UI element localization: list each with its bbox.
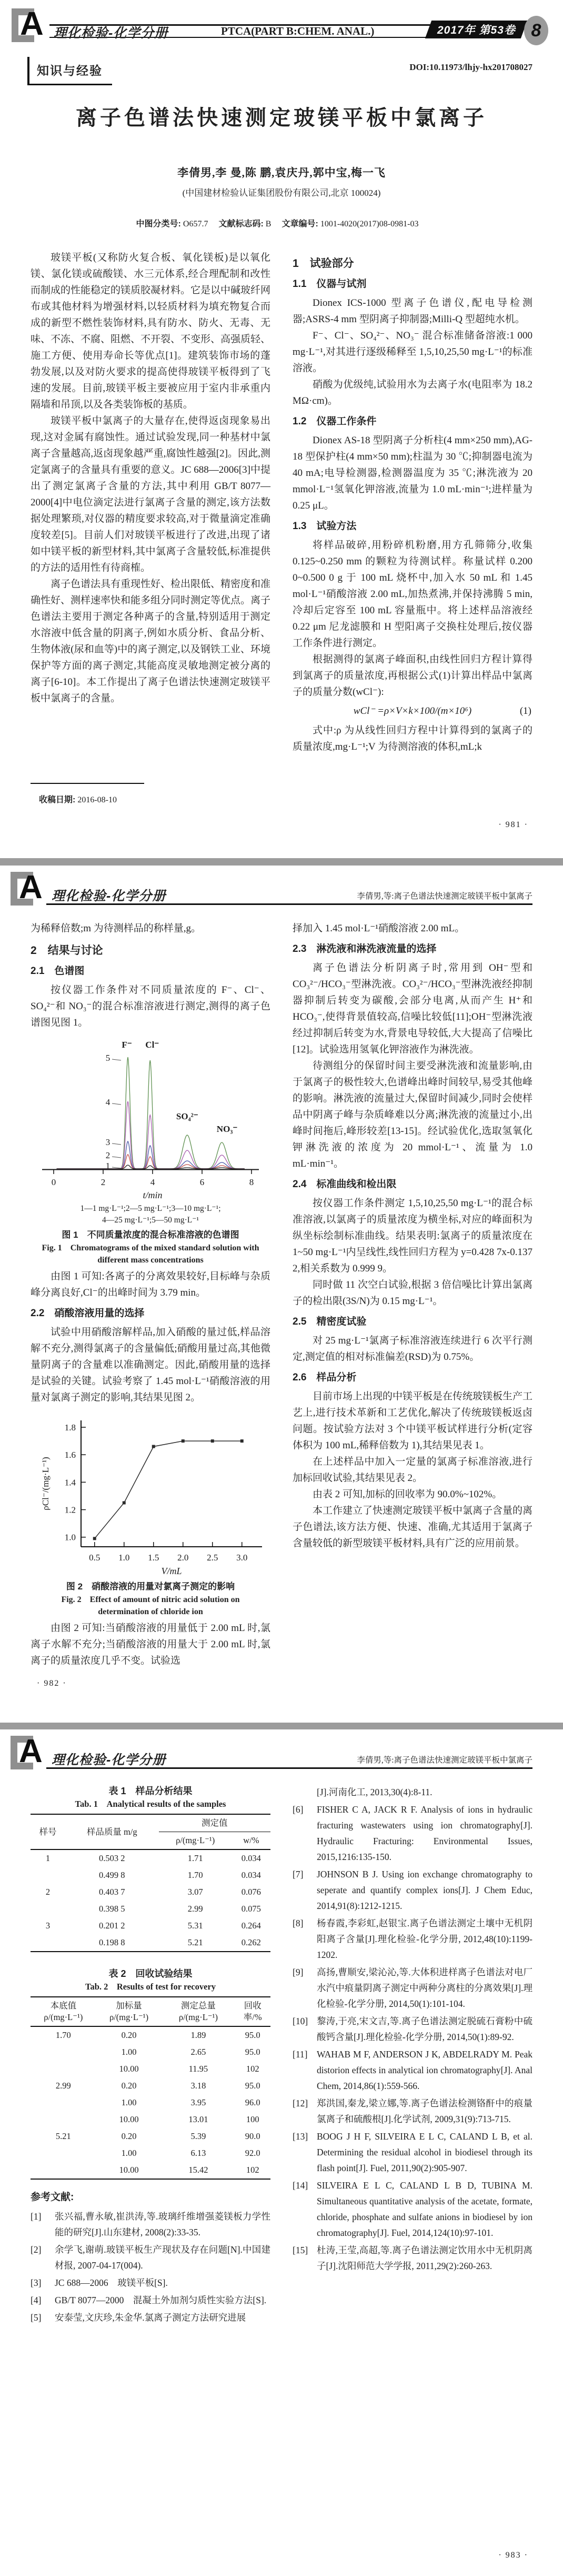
table-row — [31, 1917, 270, 1934]
footnote-rule — [31, 783, 144, 784]
table-cell: 0.20 — [121, 2030, 137, 2040]
svg-text:5: 5 — [105, 1053, 110, 1063]
body-paragraph: 在上述样品中加入一定量的氯离子标准溶液,进行加标回收试验,其结果见表 2。 — [293, 1456, 532, 1484]
page-divider — [0, 858, 563, 866]
section-heading: 2.2 硝酸溶液用量的选择 — [31, 1308, 145, 1319]
body-paragraph: 由图 1 可知:各离子的分离效果较好,目标峰与杂质峰分离良好,Cl⁻的出峰时间为 3.79 min。 — [31, 1271, 270, 1298]
section-heading: 2.1 色谱图 — [31, 966, 85, 977]
figure-2-nitric-acid-plot — [31, 1411, 270, 1575]
figure-1-caption-en-line2: different mass concentrations — [97, 1256, 204, 1265]
body-paragraph: 为稀释倍数;m 为待测样品的称样量,g。 — [31, 923, 202, 934]
page3-right-column — [293, 1784, 532, 2327]
svg-text:1.6: 1.6 — [64, 1450, 76, 1460]
table-cell: 0.075 — [241, 1904, 261, 1914]
table-row — [31, 2128, 270, 2145]
table-cell: 0.034 — [241, 1853, 261, 1863]
table-cell: 95.0 — [245, 2047, 260, 2057]
reference-item: [8] 杨春霞,李彩虹,赵银宝.离子色谱法测定土壤中无机阴阳离子含量[J].理化检验-化学分册, 2012,48(10):1199-1202. — [293, 1918, 532, 1960]
table-row — [31, 1884, 270, 1901]
table-cell: 5.21 — [187, 1937, 203, 1947]
table-row — [31, 1849, 270, 1867]
text-block — [31, 920, 270, 1031]
body-paragraph: 按仪器工作条件对不同质量浓度的 F⁻、Cl⁻、SO₄²⁻和 NO₃⁻的混合标准溶液进行测定,测得的离子色谱图见图 1。 — [31, 984, 270, 1028]
received-date — [39, 793, 117, 805]
svg-text:1.0: 1.0 — [64, 1532, 76, 1543]
svg-text:1: 1 — [105, 1161, 110, 1171]
header-rule — [46, 1767, 532, 1769]
table-cell: 5.31 — [187, 1921, 203, 1931]
table-cell — [31, 1934, 65, 1952]
column-label: 知识与经验 — [27, 57, 112, 85]
journal-name-cn: 理化检验-化学分册 — [52, 1753, 166, 1767]
figure-1-caption-en-line1: Fig. 1 Chromatograms of the mixed standard solution with — [42, 1244, 259, 1252]
table-cell: 0.403 7 — [99, 1887, 125, 1897]
journal-logo — [11, 1733, 46, 1769]
body-paragraph: 目前市场上出现的中镁平板是在传统玻镁板生产工艺上,进行技术革新和工艺优化,解决了传统玻镁板返卤问题。按试验方法对 3 个中镁平板试样进行分析(定容体积为 100 mL,稀释倍数为 1),其结果见表 1。 — [293, 1391, 533, 1451]
table-row — [31, 2145, 270, 2162]
year-volume: 2017年 第53卷 — [437, 24, 516, 36]
table-cell: 2 — [45, 1887, 51, 1897]
table-cell: 10.00 — [119, 2064, 139, 2074]
page-divider — [0, 1723, 563, 1729]
body-paragraph: 对 25 mg·L⁻¹氯离子标准溶液连续进行 6 次平行测定,测定值的相对标准偏差(RSD)为 0.75%。 — [293, 1335, 532, 1362]
table-cell: 回收率/% — [235, 1997, 270, 2026]
svg-text:2.5: 2.5 — [207, 1553, 218, 1563]
svg-text:0.5: 0.5 — [89, 1553, 100, 1563]
svg-text:1.4: 1.4 — [64, 1477, 76, 1488]
svg-text:1.0: 1.0 — [118, 1553, 130, 1563]
section-heading: 2.3 淋洗液和淋洗液流量的选择 — [293, 943, 437, 954]
text-block — [31, 1620, 270, 1669]
journal-logo — [11, 869, 46, 906]
table-cell: 15.42 — [188, 2165, 208, 2175]
body-paragraph: Dionex ICS-1000 型离子色谱仪,配电导检测器;ASRS-4 mm 型阴离子抑制器;Milli-Q 型超纯水机。 — [293, 297, 532, 325]
table-cell: 0.499 8 — [99, 1870, 125, 1880]
section-heading: 2 结果与讨论 — [31, 944, 103, 957]
table-cell: 100 — [246, 2114, 259, 2124]
table-cell: 测定值 — [159, 1814, 270, 1832]
clc-value: O657.7 — [183, 220, 208, 228]
reference-item: [12] 郑洪国,秦龙,梁立娜,等.离子色谱法检测铬酐中的痕量氯离子和硫酸根[J].化学试剂, 2009,31(9):713-715. — [293, 2098, 532, 2124]
table-cell: 0.198 8 — [99, 1937, 125, 1947]
reference-item: [2] 余学飞,谢萌.玻镁平板生产现状及存在问题[N].中国建材报, 2007-04-17(004). — [31, 2244, 270, 2271]
table-row — [31, 2044, 270, 2061]
page2-left-column — [31, 920, 270, 1669]
page-number-982: · 982 · — [37, 1679, 67, 1688]
table-cell: 3 — [45, 1921, 51, 1931]
table-row — [31, 1901, 270, 1917]
section-heading: 2.5 精密度试验 — [293, 1316, 367, 1327]
reference-item: [10] 黎涛,于亮,宋文吉,等.离子色谱法测定脱硫石膏粉中硫酸钙含量[J].理化检验-化学分册, 2014,50(1):89-92. — [293, 2016, 532, 2042]
svg-text:1.8: 1.8 — [64, 1423, 76, 1433]
header-rule — [46, 903, 532, 905]
svg-text:Cl⁻: Cl⁻ — [145, 1040, 159, 1050]
table-cell: 102 — [246, 2165, 259, 2175]
body-paragraph: 根据测得的氯离子峰面积,由线性回归方程计算得到氯离子的质量浓度,再根据公式(1)计算出样品中氯离子的质量分数(wCl⁻): — [293, 654, 532, 698]
svg-text:3: 3 — [105, 1137, 110, 1147]
table-1-title-en: Tab. 1 Analytical results of the samples — [75, 1799, 226, 1809]
page2-right-column — [293, 920, 532, 1669]
reference-item: [1] 张兴福,曹永敏,崔洪涛,等.玻璃纤维增强菱镁板力学性能的研究[J].山东建材, 2008(2):33-35. — [31, 2211, 270, 2237]
svg-text:SO₄²⁻: SO₄²⁻ — [176, 1111, 198, 1121]
table-row — [31, 2162, 270, 2179]
journal-name-cn: 理化检验-化学分册 — [52, 889, 166, 903]
svg-text:0: 0 — [51, 1177, 56, 1187]
figure-2-caption-cn: 图 2 硝酸溶液的用量对氯离子测定的影响 — [66, 1582, 235, 1592]
table-row — [31, 2111, 270, 2128]
body-paragraph: 本工作建立了快速测定玻镁平板中氯离子含量的离子色谱法,该方法方便、快速、准确,尤其适用于氯离子含量较低的新型玻镁平板材料,具有广泛的应用前景。 — [293, 1505, 533, 1549]
article-authors: 李倩男,李 曼,陈 鹏,袁庆丹,郭中宝,梅一飞 — [177, 166, 386, 179]
svg-text:NO₃⁻: NO₃⁻ — [216, 1124, 238, 1134]
page1-right-column — [293, 250, 532, 755]
table-cell: 10.00 — [119, 2165, 139, 2175]
svg-text:1.2: 1.2 — [64, 1505, 76, 1515]
page-number-983: · 983 · — [498, 2551, 528, 2560]
svg-text:2: 2 — [100, 1177, 106, 1187]
svg-text:4: 4 — [150, 1177, 155, 1187]
svg-text:F⁻: F⁻ — [122, 1040, 132, 1050]
reference-item: [3] JC 688—2006 玻镁平板[S]. — [31, 2277, 168, 2288]
table-row — [31, 2026, 270, 2044]
table-cell: 0.20 — [121, 2081, 137, 2091]
table-row — [31, 2061, 270, 2077]
logo-letter: A — [20, 6, 44, 42]
table-cell: 0.20 — [121, 2131, 137, 2141]
reference-item: [14] SILVEIRA E L C, CALAND L B D, TUBINA M. Simultaneous quantitative analysis of the acetate, formate, chloride, phosphate and sulfate anions in biodiesel by ion chromatography[J]. Fuel, 2014,124(10):97-101. — [293, 2180, 532, 2238]
table-cell: 5.39 — [190, 2131, 206, 2141]
table-cell: w/% — [232, 1832, 270, 1850]
table-1-sample-results — [31, 1814, 270, 1952]
reference-item: [13] BOOG J H F, SILVEIRA E L C, CALAND L B, et al. Determining the residual alcohol in biodiesel through its flash point[J]. Fuel, 2011,90(2):905-907. — [293, 2131, 532, 2173]
body-paragraph: 离子色谱法具有重现性好、检出限低、精密度和准确性好、测样速率快和能多组分同时测定等优点。离子色谱法主要用于测定各种离子的含量,特别适用于测定水溶液中低含量的阴离子,例如水质分析、食品分析、生物体液(尿和血等)中的离子测定,以及钢铁工业、环境保护等方面的离子测定,其能高度灵敏地测定被分离的离子[6-10]。本工作提出了离子色谱法快速测定玻镁平板中氯离子的含量。 — [31, 579, 271, 704]
table-cell: 1.89 — [190, 2030, 206, 2040]
reference-item: [11] WAHAB M F, ANDERSON J K, ABDELRADY M. Peak distorion effects in analytical ion chromatography[J]. Anal Chem, 2014,86(1):559-566. — [293, 2049, 532, 2091]
section-heading: 1 试验部分 — [293, 257, 354, 270]
table-cell: 0.503 2 — [99, 1853, 125, 1863]
figure-1-caption-cn: 图 1 不同质量浓度的混合标准溶液的色谱图 — [62, 1230, 239, 1240]
table-cell: 11.95 — [188, 2064, 208, 2074]
table-row — [31, 2094, 270, 2111]
figure-1-legend-line1: 1—1 mg·L⁻¹;2—5 mg·L⁻¹;3—10 mg·L⁻¹; — [80, 1204, 221, 1213]
section-heading: 2.6 样品分析 — [293, 1372, 357, 1383]
references-list-left — [31, 2209, 270, 2325]
page3-left-column — [31, 1784, 270, 2327]
table-cell: 加标量 ρ/(mg·L⁻¹) — [96, 1997, 162, 2026]
issue-number: 8 — [531, 20, 541, 41]
table-cell: 95.0 — [245, 2030, 260, 2040]
table-cell: 1.00 — [121, 2148, 137, 2158]
references-heading: 参考文献: — [31, 2192, 74, 2203]
figure-2-caption-en-line2: determination of chloride ion — [98, 1607, 203, 1616]
table-cell: 1.71 — [187, 1853, 203, 1863]
section-heading: 1.1 仪器与试剂 — [293, 279, 367, 290]
table-2-title-en: Tab. 2 Results of test for recovery — [85, 1982, 216, 1992]
doi: DOI:10.11973/lhjy-hx201708027 — [409, 62, 532, 72]
table-cell: 3.18 — [190, 2081, 206, 2091]
body-paragraph: 择加入 1.45 mol·L⁻¹硝酸溶液 2.00 mL。 — [293, 923, 465, 934]
table-cell: 0.076 — [241, 1887, 261, 1897]
page-number-981: · 981 · — [498, 820, 528, 829]
section-heading: 1.2 仪器工作条件 — [293, 416, 377, 427]
svg-text:3.0: 3.0 — [236, 1553, 248, 1563]
reference-item: [9] 高扬,曹顺安,梁沁沁,等.大体积进样离子色谱法对电厂水汽中痕量阴离子测定中两种分离柱的分离效果[J].理化检验-化学分册, 2014,50(1):101-104. — [293, 1967, 532, 2009]
table-cell — [31, 1867, 65, 1884]
svg-text:8: 8 — [249, 1177, 254, 1187]
body-paragraph: 同时做 11 次空白试验,根据 3 倍信噪比计算出氯离子的检出限(3S/N)为 0.15 mg·L⁻¹。 — [293, 1279, 532, 1307]
table-cell: 13.01 — [188, 2114, 208, 2124]
svg-text:V/mL: V/mL — [161, 1566, 182, 1575]
table-cell: 1 — [45, 1853, 51, 1863]
table-cell: 95.0 — [245, 2081, 260, 2091]
svg-text:6: 6 — [199, 1177, 205, 1187]
table-cell: 96.0 — [245, 2097, 260, 2107]
table-cell — [31, 1901, 65, 1917]
doccode-label: 文献标志码: — [218, 220, 264, 228]
journal-name-en: PTCA(PART B:CHEM. ANAL.) — [221, 25, 375, 37]
body-paragraph: 玻镁平板中氯离子的大量存在,使得返卤现象易出现,这对金属有腐蚀性。通过试验发现,同一种基材中氯离子含量越高,返卤现象越严重,腐蚀性越强[2]。因此,测定氯离子的含量具有重要的意义。JC 688—2006[3]中提出了测定氯离子含量的方法,其中利用 GB/T 8077—2000[4]中电位滴定法进行氯离子含量的测定,该方法数据处理繁琐,对仪器的精度要求较高,对于微量滴定准确度较差[5]。目前人们对玻镁平板进行了改进,出现了诸如中镁平板的新型材料,其中氯离子含量较低,标准提供的方法的适用性有待商榷。 — [31, 415, 270, 573]
svg-text:2.0: 2.0 — [177, 1553, 189, 1563]
body-paragraph: 由图 2 可知:当硝酸溶液的用量低于 2.00 mL 时,氯离子水解不充分;当硝酸溶液的用量大于 2.00 mL 时,氯离子的质量浓度几乎不变。试验选 — [31, 1623, 270, 1666]
svg-text:1.5: 1.5 — [148, 1553, 159, 1563]
table-cell: 0.034 — [241, 1870, 261, 1880]
text-block — [31, 1268, 270, 1406]
articleid-value: 1001-4020(2017)08-0981-03 — [320, 220, 419, 228]
table-cell — [31, 2145, 96, 2162]
table-1-title-cn: 表 1 样品分析结果 — [108, 1786, 193, 1796]
body-paragraph: F⁻、Cl⁻、SO₄²⁻、NO₃⁻ 混合标准储备溶液:1 000 mg·L⁻¹,对其进行逐级稀释至 1,5,10,25,50 mg·L⁻¹的标准溶液。 — [293, 330, 532, 374]
table-cell: 0.264 — [241, 1921, 261, 1931]
page1-left-column — [31, 250, 270, 755]
reference-item: [4] GB/T 8077—2000 混凝土外加剂匀质性实验方法[S]. — [31, 2295, 267, 2305]
table-cell — [31, 2061, 96, 2077]
table-cell — [31, 2094, 96, 2111]
svg-text:2: 2 — [105, 1150, 110, 1160]
issue-banner — [425, 21, 527, 38]
article-meta — [0, 217, 563, 229]
table-cell: 2.65 — [190, 2047, 206, 2057]
table-cell: 1.00 — [121, 2047, 137, 2057]
svg-text:t/min: t/min — [143, 1190, 163, 1200]
clc-label: 中图分类号: — [136, 220, 181, 228]
logo-letter: A — [19, 869, 43, 906]
page-2 — [0, 866, 563, 1723]
doccode-value: B — [265, 220, 272, 228]
table-cell: 3.07 — [187, 1887, 203, 1897]
table-cell: 2.99 — [55, 2081, 71, 2091]
table-cell: 90.0 — [245, 2131, 260, 2141]
table-cell: 92.0 — [245, 2148, 260, 2158]
article-title: 离子色谱法快速测定玻镁平板中氯离子 — [76, 106, 487, 130]
page-3 — [0, 1729, 563, 2576]
svg-text:4: 4 — [105, 1097, 110, 1107]
body-paragraph: 由表 2 可知,加标的回收率为 90.0%~102%。 — [313, 1489, 502, 1500]
table-cell: 样号 — [31, 1814, 65, 1849]
section-heading: 1.3 试验方法 — [293, 521, 357, 532]
reference-item: [J].河南化工, 2013,30(4):8-11. — [317, 1787, 433, 1797]
running-head: 李倩男,等:离子色谱法快速测定玻镁平板中氯离子 — [357, 892, 532, 901]
table-cell: 测定总量 ρ/(mg·L⁻¹) — [162, 1997, 235, 2026]
table-cell: 本底值 ρ/(mg·L⁻¹) — [31, 1997, 96, 2026]
table-cell: 10.00 — [119, 2114, 139, 2124]
table-cell: 5.21 — [55, 2131, 71, 2141]
figure-1-legend-line2: 4—25 mg·L⁻¹;5—50 mg·L⁻¹ — [102, 1216, 199, 1225]
page-1 — [0, 0, 563, 858]
body-paragraph: 将样品破碎,用粉碎机粉磨,用方孔筛筛分,收集 0.125~0.250 mm 的颗粒为待测试样。称量试样 0.200 0~0.500 0 g 于 100 mL 烧杯中,加入水 50 mL 和 1.45 mol·L⁻¹硝酸溶液 2.00 mL,加热煮沸,并保持沸腾 5 min,冷却后定容至 100 mL 容量瓶中。将上述样品溶液经 0.22 μm 尼龙滤膜和 H 型阳离子交换柱处理后,按仪器工作条件进行测定。 — [293, 540, 532, 649]
received-date-value: 2016-08-10 — [77, 795, 117, 804]
table-cell: 0.262 — [241, 1937, 261, 1947]
body-paragraph: Dionex AS-18 型阴离子分析柱(4 mm×250 mm),AG-18 型保护柱(4 mm×50 mm);柱温为 30 ℃;抑制器电流为 40 mA;电导检测器,检测器温度为 35 ℃;淋洗液为 20 mmol·L⁻¹氢氧化钾溶液,流量为 1.0 mL·min⁻¹;进样量为 0.25 μL。 — [293, 435, 532, 511]
journal-name-cn: 理化检验-化学分册 — [54, 26, 168, 41]
reference-item: [6] FISHER C A, JACK R F. Analysis of ions in hydraulic fracturing wastewaters using ion chromatography[J]. Hydraulic Fracturing: Environmental Issues, 2015,1216:135-150. — [293, 1804, 532, 1862]
table-cell: 3.95 — [190, 2097, 206, 2107]
table-2-title-cn: 表 2 回收试验结果 — [108, 1968, 193, 1979]
table-cell: 6.13 — [190, 2148, 206, 2158]
table-cell: 0.201 2 — [99, 1921, 125, 1931]
figure-2 — [31, 1411, 270, 1618]
table-row — [31, 1867, 270, 1884]
body-paragraph: 玻镁平板(又称防火复合板、氧化镁板)是以氧化镁、氯化镁或硫酸镁、水三元体系,经合理配制和改性而制成的性能稳定的镁质胶凝材料。它是以中碱玻纤网布或其他材料为增强材料,以轻质材料为填充物复合而成的新型不燃性装饰材料,具有防水、防火、无毒、无味、不冻、不腐、阻燃、不开裂、不变形、高强质轻、施工方便、使用寿命长等优点[1]。建筑装饰市场的蓬勃发展,以及对防火要求的提高使得玻镁平板得到了飞速的发展。目前,玻镁平板主要被应用于室内非承重内隔墙和吊顶,以及各类装饰板的基质。 — [31, 252, 271, 410]
figure-2-caption-en-line1: Fig. 2 Effect of amount of nitric acid solution on — [61, 1595, 240, 1604]
reference-item: [7] JOHNSON B J. Using ion exchange chromatography to seperate and quantify complex ions[J]. J Chem Educ, 2014,91(8):1212-1215. — [293, 1869, 532, 1911]
body-paragraph: 硝酸为优级纯,试验用水为去离子水(电阻率为 18.2 MΩ·cm)。 — [293, 379, 532, 406]
reference-item: [15] 杜涛,王莹,高超,等.离子色谱法测定饮用水中无机阴离子[J].沈阳师范大学学报, 2011,29(2):260-263. — [293, 2245, 532, 2271]
figure-1-chromatogram — [31, 1036, 270, 1200]
table-cell: 0.398 5 — [99, 1904, 125, 1914]
table-2-recovery-results — [31, 1996, 270, 2180]
table-row — [31, 1934, 270, 1952]
journal-logo — [12, 8, 47, 42]
table-cell: 1.00 — [121, 2097, 137, 2107]
table-row — [31, 2077, 270, 2094]
table-cell — [31, 2111, 96, 2128]
articleid-label: 文章编号: — [282, 220, 318, 228]
article-affiliation: (中国建材检验认证集团股份有限公司,北京 100024) — [182, 188, 381, 198]
received-date-label: 收稿日期: — [39, 795, 76, 804]
issue-number-badge — [524, 16, 548, 45]
table-cell: 样品质量 m/g — [65, 1814, 159, 1849]
body-paragraph: 试验中用硝酸溶解样品,加入硝酸的量过低,样品溶解不充分,测得氯离子的含量偏低;硝酸用量过高,其他微量阴离子的含量难以准确测定。因此,硝酸用量的选择是试验的关键。试验考察了 1.45 mol·L⁻¹硝酸溶液的用量对氯离子测定的影响,其结果见图 2。 — [31, 1327, 270, 1403]
table-cell: 2.99 — [187, 1904, 203, 1914]
table-cell: 1.70 — [187, 1870, 203, 1880]
body-paragraph: 待测组分的保留时间主要受淋洗液和流量影响,由于氯离子的极性较大,色谱峰出峰时间较早,易受其他峰的影响。淋洗液的流量过大,保留时间减少,同时会使样品中阴离子峰与杂质峰难以分离;淋洗液的流量过小,出峰时间拖后,峰形较差[13-15]。经试验优化,选取氢氧化钾淋洗液的浓度为 20 mmol·L⁻¹、流量为 1.0 mL·min⁻¹。 — [293, 1060, 532, 1169]
figure-1 — [31, 1036, 270, 1266]
svg-text:ρCl⁻/(mg·L⁻¹): ρCl⁻/(mg·L⁻¹) — [41, 1457, 51, 1510]
table-cell: ρ/(mg·L⁻¹) — [159, 1832, 232, 1850]
section-heading: 2.4 标准曲线和检出限 — [293, 1179, 397, 1190]
table-cell — [31, 2044, 96, 2061]
reference-item: [5] 安泰莹,文庆珍,朱金华.氯离子测定方法研究进展 — [31, 2312, 246, 2323]
running-head: 李倩男,等:离子色谱法快速测定玻镁平板中氯离子 — [357, 1756, 532, 1765]
body-paragraph: 离子色谱法分析阴离子时,常用到 OH⁻型和 CO₃²⁻/HCO₃⁻型淋洗液。CO₃²⁻/HCO₃⁻型淋洗液经抑制器抑制后转变为碳酸,会部分电离,从而产生 H⁺和 HCO₃⁻,使得背景值较高,信噪比较低[11];OH⁻型淋洗液经过抑制后转变为水,背景电导较低,大大提高了信噪比[12]。试验选用氢氧化钾溶液作为淋洗液。 — [293, 962, 532, 1055]
table-cell: 1.70 — [55, 2030, 71, 2040]
equation: wCl⁻ =ρ×V×k×100/(m×10⁶) (1) — [353, 705, 531, 717]
body-paragraph: 式中:ρ 为从线性回归方程中计算得到的氯离子的质量浓度,mg·L⁻¹;V 为待测溶液的体积,mL;k — [293, 725, 532, 752]
table-cell: 102 — [246, 2064, 259, 2074]
logo-letter: A — [19, 1733, 43, 1769]
table-cell — [31, 2162, 96, 2179]
body-paragraph: 按仪器工作条件测定 1,5,10,25,50 mg·L⁻¹的混合标准溶液,以氯离子的质量浓度为横坐标,对应的峰面积为纵坐标绘制标准曲线。结果表明:氯离子的质量浓度在 1~50 mg·L⁻¹内呈线性,线性回归方程为 y=0.428 7x-0.137 2,相关系数为 0.999 9。 — [293, 1198, 532, 1274]
